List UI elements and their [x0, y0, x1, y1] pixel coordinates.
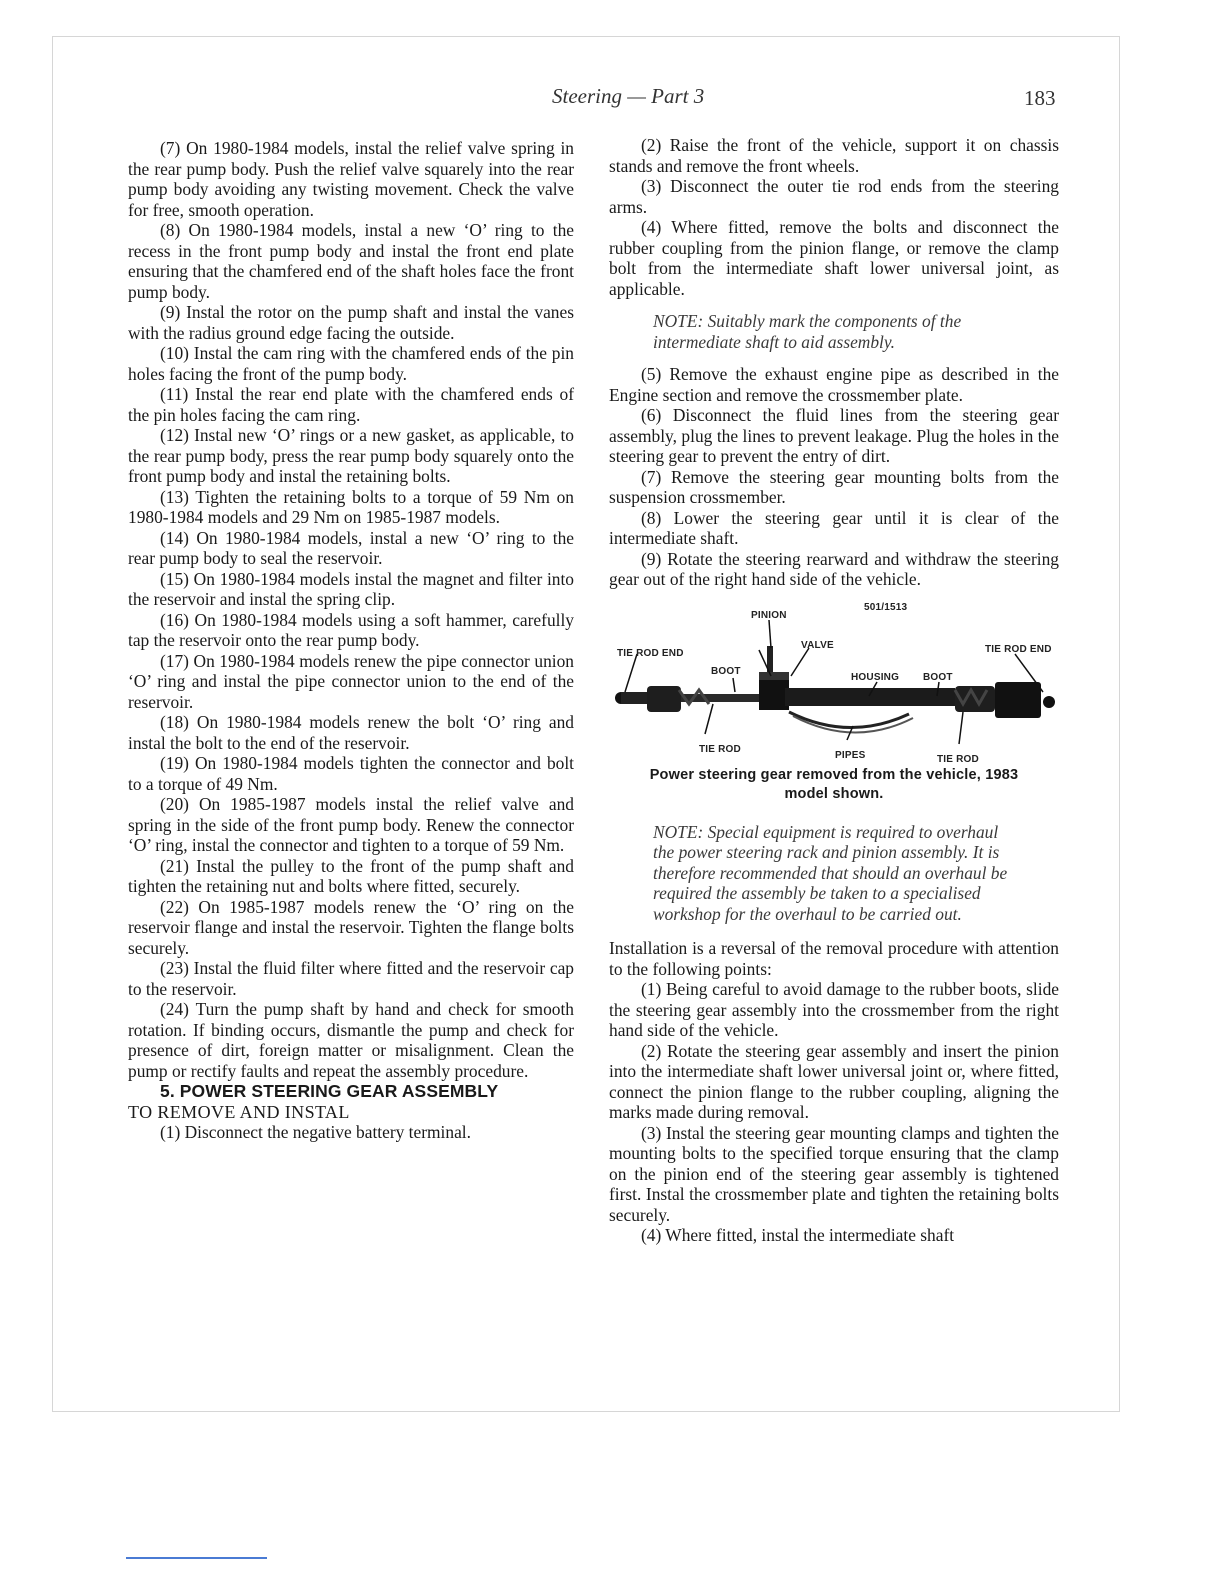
left-column: [128, 138, 574, 1143]
figure-caption: [609, 766, 1059, 804]
step-paragraph: (10) Instal the cam ring with the chamfered ends of the pin holes facing the front of the pump body.: [128, 343, 574, 384]
caption-line: model shown.: [784, 785, 884, 802]
step-paragraph: (13) Tighten the retaining bolts to a torque of 59 Nm on 1980-1984 models and 29 Nm on 1985-1987 models.: [128, 486, 574, 527]
step-paragraph: (7) On 1980-1984 models, instal the relief valve spring in the rear pump body. Push the relief valve squarely into the rear pump body avoiding any twisting movement. Check the valve for free, smooth operation.: [128, 138, 574, 220]
right-column: [609, 135, 1059, 1246]
label-pinion: PINION: [751, 609, 787, 621]
step-paragraph: (2) Rotate the steering gear assembly and insert the pinion into the intermediate shaft lower universal joint or, where fitted, connect the pinion flange to the rubber coupling, aligning the marks made during removal.: [609, 1040, 1059, 1122]
steering-gear-figure: [609, 592, 1059, 765]
step-paragraph: (15) On 1980-1984 models instal the magnet and filter into the reservoir and instal the spring clip.: [128, 568, 574, 609]
label-valve: VALVE: [801, 639, 834, 651]
step-paragraph: (9) Instal the rotor on the pump shaft and instal the vanes with the radius ground edge facing the outside.: [128, 302, 574, 343]
step-paragraph: (17) On 1980-1984 models renew the pipe connector union ‘O’ ring and instal the pipe connector union to the end of the reservoir.: [128, 650, 574, 712]
step-paragraph: (3) Instal the steering gear mounting clamps and tighten the mounting bolts to the specified torque ensuring that the clamp on the pinion end of the steering gear assembly is tightened first. Instal the crossmember plate and tighten the retaining bolts securely.: [609, 1122, 1059, 1225]
installation-intro: Installation is a reversal of the removal procedure with attention to the following points:: [609, 938, 1059, 979]
subheading: TO REMOVE AND INSTAL: [128, 1101, 350, 1122]
step-paragraph: (19) On 1980-1984 models tighten the connector and bolt to a torque of 49 Nm.: [128, 753, 574, 794]
step-paragraph: (8) Lower the steering gear until it is clear of the intermediate shaft.: [609, 507, 1059, 548]
step-paragraph: (3) Disconnect the outer tie rod ends from the steering arms.: [609, 176, 1059, 217]
figure-ref: 501/1513: [864, 601, 908, 613]
section-heading: 5. POWER STEERING GEAR ASSEMBLY: [160, 1081, 499, 1101]
note-paragraph: NOTE: Suitably mark the components of the intermediate shaft to aid assembly.: [653, 311, 962, 352]
note-paragraph: NOTE: Special equipment is required to overhaul the power steering rack and pinion assembly. It is therefore recommended that should an overhaul be required the assembly be taken to a specialised workshop for the overhaul to be carried out.: [653, 821, 1008, 924]
label-pipes: PIPES: [835, 749, 866, 761]
step-paragraph: (22) On 1985-1987 models renew the ‘O’ ring on the reservoir flange and instal the reservoir. Tighten the flange bolts securely.: [128, 896, 574, 958]
steering-gear-illustration: [609, 592, 1059, 760]
label-boot-left: BOOT: [711, 665, 741, 677]
label-tie-rod-left: TIE ROD: [699, 743, 741, 755]
step-paragraph: (24) Turn the pump shaft by hand and check for smooth rotation. If binding occurs, dismantle the pump and check for presence of dirt, foreign matter or misalignment. Clean the pump or rectify faults and repeat the assembly procedure.: [128, 999, 574, 1081]
step-paragraph: (4) Where fitted, remove the bolts and disconnect the rubber coupling from the pinion flange, or remove the clamp bolt from the intermediate shaft lower universal joint, as applicable.: [609, 217, 1059, 299]
step-paragraph: (4) Where fitted, instal the intermediate shaft: [641, 1225, 955, 1245]
step-paragraph: (5) Remove the exhaust engine pipe as described in the Engine section and remove the crossmember plate.: [609, 364, 1059, 405]
step-paragraph: (1) Being careful to avoid damage to the rubber boots, slide the steering gear assembly into the crossmember from the right hand side of the vehicle.: [609, 979, 1059, 1040]
step-paragraph: (23) Instal the fluid filter where fitted and the reservoir cap to the reservoir.: [128, 958, 574, 999]
label-tie-rod-end-left: TIE ROD END: [617, 647, 684, 659]
step-paragraph: (9) Rotate the steering rearward and withdraw the steering gear out of the right hand side of the vehicle.: [609, 548, 1059, 589]
step-paragraph: (21) Instal the pulley to the front of the pump shaft and tighten the retaining nut and bolts where fitted, securely.: [128, 855, 574, 896]
step-paragraph: (16) On 1980-1984 models using a soft hammer, carefully tap the reservoir onto the rear pump body.: [128, 609, 574, 650]
step-paragraph: (6) Disconnect the fluid lines from the steering gear assembly, plug the lines to prevent leakage. Plug the holes in the steering gear to prevent the entry of dirt.: [609, 405, 1059, 466]
label-tie-rod-end-right: TIE ROD END: [985, 643, 1052, 655]
step-paragraph: (1) Disconnect the negative battery terminal.: [160, 1122, 471, 1142]
footer-rule: [126, 1557, 267, 1559]
label-boot-right: BOOT: [923, 671, 953, 683]
step-paragraph: (20) On 1985-1987 models instal the relief valve and spring in the side of the front pump body. Renew the connector ‘O’ ring, instal the connector and tighten to a torque of 59 Nm.: [128, 794, 574, 855]
step-paragraph: (12) Instal new ‘O’ rings or a new gasket, as applicable, to the rear pump body, press the rear pump body squarely onto the front pump body and instal the retaining bolts.: [128, 425, 574, 486]
page-number: 183: [1024, 86, 1056, 110]
step-paragraph: (14) On 1980-1984 models, instal a new ‘O’ ring to the rear pump body to seal the reservoir.: [128, 527, 574, 568]
caption-line: Power steering gear removed from the vehicle, 1983: [649, 766, 1019, 783]
running-header-title: Steering — Part 3: [552, 84, 705, 108]
label-tie-rod-right: TIE ROD: [937, 753, 979, 765]
step-paragraph: (11) Instal the rear end plate with the chamfered ends of the pin holes facing the cam ring.: [128, 384, 574, 425]
label-housing: HOUSING: [851, 671, 900, 683]
step-paragraph: (8) On 1980-1984 models, instal a new ‘O’ ring to the recess in the front pump body and instal the front end plate ensuring that the chamfered end of the shaft holes face the front pump body.: [128, 220, 574, 302]
step-paragraph: (7) Remove the steering gear mounting bolts from the suspension crossmember.: [609, 466, 1059, 507]
step-paragraph: (18) On 1980-1984 models renew the bolt ‘O’ ring and instal the bolt to the end of the reservoir.: [128, 712, 574, 753]
step-paragraph: (2) Raise the front of the vehicle, support it on chassis stands and remove the front wheels.: [609, 135, 1059, 176]
